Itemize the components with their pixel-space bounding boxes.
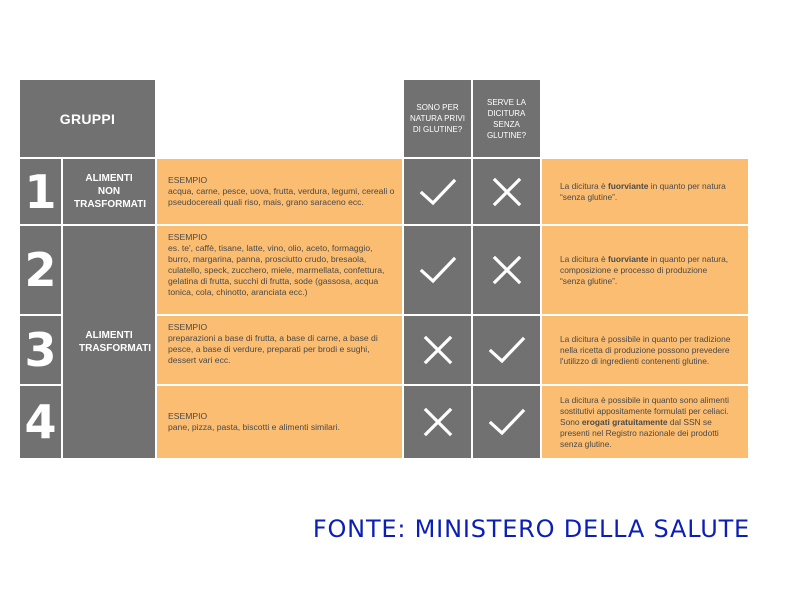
- row-number-3-text: 3: [24, 323, 57, 377]
- example-title: ESEMPIO: [168, 232, 208, 242]
- example-cell-1: [157, 159, 402, 224]
- example-cell-2: [157, 226, 402, 314]
- note-text-end: in quanto per natura, composizione e processo di produzione “senza glutine”.: [560, 253, 729, 286]
- row-number-2-text: 2: [24, 243, 57, 297]
- note-text: [560, 334, 734, 367]
- example-cell-3: [157, 316, 402, 384]
- mark-natural-4: [404, 386, 471, 458]
- row-number-4-text: 4: [24, 395, 57, 449]
- note-cell-2: [542, 226, 748, 314]
- example-title: ESEMPIO: [168, 411, 208, 421]
- mark-label-1: [473, 159, 540, 224]
- cross-icon: [487, 172, 527, 212]
- note-text-end: in quanto per natura “senza glutine”.: [560, 180, 726, 202]
- check-icon: [487, 402, 527, 442]
- check-icon: [418, 250, 458, 290]
- check-icon: [418, 172, 458, 212]
- example-text: acqua, carne, pesce, uova, frutta, verdura, legumi, cereali o pseudocereali quali riso, mais, grano saraceno ecc.: [168, 186, 395, 207]
- row-number-4: [20, 386, 61, 458]
- category-processed: [63, 226, 155, 458]
- cross-icon: [487, 250, 527, 290]
- mark-natural-1: [404, 159, 471, 224]
- mark-natural-2: [404, 226, 471, 314]
- header-naturally-gluten-free-label: SONO PER NATURA PRIVI DI GLUTINE?: [410, 103, 465, 134]
- header-naturally-gluten-free: [404, 80, 471, 157]
- note-text-bold: erogati gratuitamente: [581, 416, 668, 427]
- source-caption: FONTE: MINISTERO DELLA SALUTE: [312, 515, 750, 543]
- example-title: ESEMPIO: [168, 322, 208, 332]
- note-text-start: La dicitura è: [560, 180, 608, 191]
- mark-label-4: [473, 386, 540, 458]
- note-text-start: La dicitura è possibile in quanto sono alimenti sostitutivi appositamente formulati per celiaci. Sono: [560, 394, 730, 427]
- mark-label-2: [473, 226, 540, 314]
- note-cell-3: [542, 316, 748, 384]
- header-label-needed-label: SERVE LA DICITURA SENZA GLUTINE?: [486, 97, 527, 140]
- cross-icon: [418, 402, 458, 442]
- example-title: ESEMPIO: [168, 175, 208, 185]
- note-text-start: La dicitura è possibile in quanto per tradizione nella ricetta di produzione possono prevedere l'utilizzo di ingredienti contenenti glutine.: [560, 333, 731, 366]
- row-number-2: [20, 226, 61, 314]
- category-processed-label: ALIMENTI TRASFORMATI: [79, 330, 152, 354]
- mark-label-3: [473, 316, 540, 384]
- note-text-bold: fuorviante: [607, 180, 649, 191]
- example-text: pane, pizza, pasta, biscotti e alimenti similari.: [168, 422, 340, 432]
- category-non-processed-label: ALIMENTI NON TRASFORMATI: [74, 173, 147, 210]
- row-number-1-text: 1: [24, 164, 57, 219]
- cross-icon: [418, 330, 458, 370]
- note-text: [560, 395, 734, 450]
- note-text-end: dal SSN se presenti nel Registro nazionale dei prodotti senza glutine.: [560, 416, 719, 449]
- groups-header: [20, 80, 155, 157]
- category-non-processed: [63, 159, 155, 224]
- row-number-3: [20, 316, 61, 384]
- header-label-needed: [473, 80, 540, 157]
- row-number-1: [20, 159, 61, 224]
- groups-header-label: GRUPPI: [59, 110, 116, 127]
- note-text: [560, 254, 734, 287]
- note-cell-4: [542, 386, 748, 458]
- example-text: preparazioni a base di frutta, a base di carne, a base di pesce, a base di verdure, preparati per brodi e sughi, dessert vari ecc.: [168, 333, 378, 365]
- example-cell-4: [157, 386, 402, 458]
- mark-natural-3: [404, 316, 471, 384]
- note-text: [560, 181, 734, 203]
- note-text-start: La dicitura è: [560, 253, 608, 264]
- check-icon: [487, 330, 527, 370]
- note-cell-1: [542, 159, 748, 224]
- note-text-bold: fuorviante: [607, 253, 649, 264]
- example-text: es. te', caffè, tisane, latte, vino, olio, aceto, formaggio, burro, margarina, panna, prosciutto crudo, bresaola, culatello, speck, zucchero, miele, marmellata, confettura, gelatina di frutta, succhi di frutta, sode (gassosa, acqua tonica, cola, chinotto, aranciata ecc.): [168, 243, 385, 297]
